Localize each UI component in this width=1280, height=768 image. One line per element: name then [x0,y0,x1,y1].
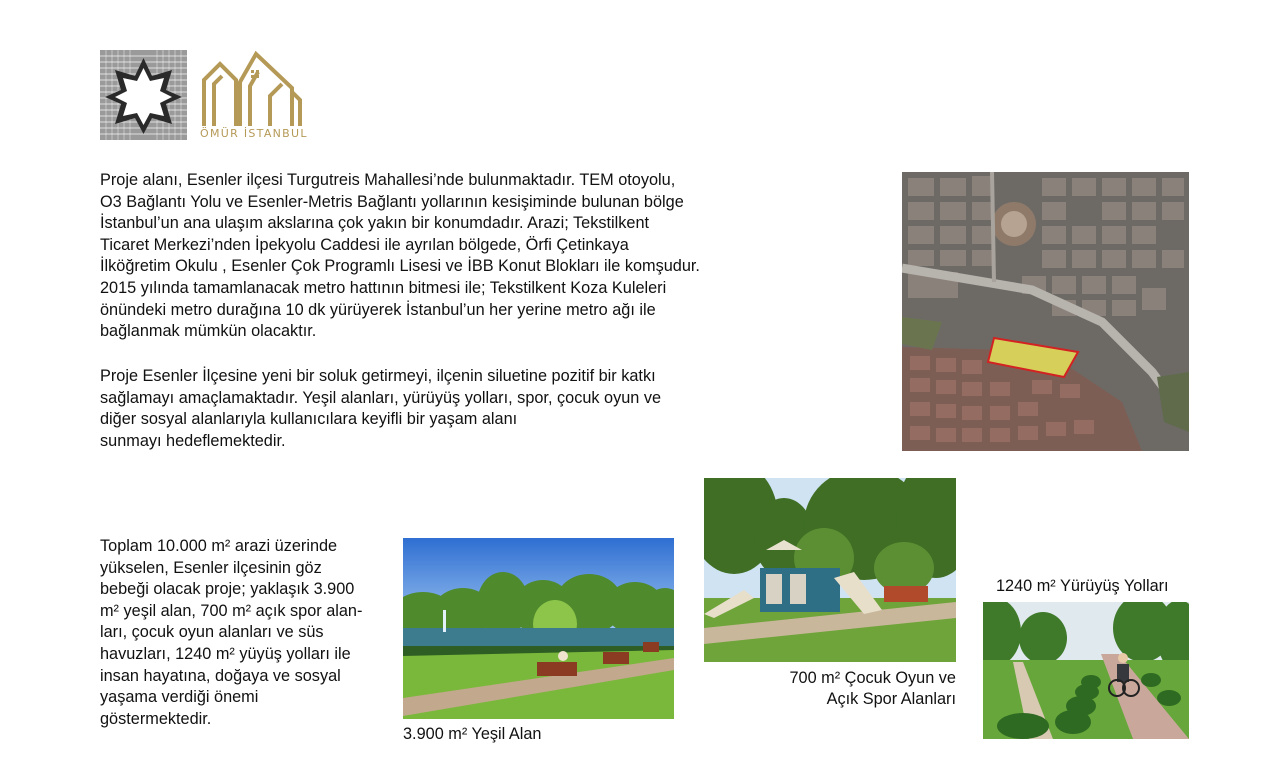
green-area-caption: 3.900 m² Yeşil Alan [403,725,542,743]
walkway-photo [983,602,1189,739]
green-area-photo [403,538,674,719]
intro-paragraph-1: Proje alanı, Esenler ilçesi Turgutreis Mahallesi’nde bulunmaktadır. TEM otoyolu, O3 Bağlantı Yolu ve Esenler-Metris Bağlantı yollarının kesişiminde bulunan bölge İstanbul’un ana ulaşım akslarına çok yakın bir konumdadır. Arazi; Tekstilkent Ticaret Merkezi’nden İpekyolu Caddesi ile ayrılan bölgede, Örfi Çetinkaya İlköğretim Okulu , Esenler Çok Programlı Lisesi ve İBB Konut Blokları ile komşudur. 2015 yılında tamamlanacak metro hattının bitmesi ile; Tekstilkent Koza Kuleleri önündeki metro durağına 10 dk yürüyerek İstanbul’un her yerine metro ağı ile bağlanmak mümkün olacaktır. [100,171,700,341]
aerial-site-map [902,172,1189,451]
summary-paragraph: Toplam 10.000 m² arazi üzerinde yükselen, Esenler ilçesinin göz bebeği olacak proje; yaklaşık 3.900 m² yeşil alan, 700 m² açık spor alan- ları, çocuk oyun alanları ve süs havuzları, 1240 m² yüyüş yolları ile insan hayatına, doğaya ve sosyal yaşama verdiği önemi göstermektedir. [100,537,363,728]
playground-caption: 700 m² Çocuk Oyun ve Açık Spor Alanları [789,669,956,708]
playground-photo [704,478,956,662]
company-name: ÖMÜR İSTANBUL [200,127,308,140]
intro-paragraph-2: Proje Esenler İlçesine yeni bir soluk getirmeyi, ilçenin siluetine pozitif bir katkı sağlamayı amaçlamaktadır. Yeşil alanları, yürüyüş yolları, spor, çocuk oyun ve diğer sosyal alanlarıyla kullanıcılara keyifli bir yaşam alanı sunmayı hedeflemektedir. [100,367,662,450]
star-pattern-logo [100,50,187,140]
walkway-caption: 1240 m² Yürüyüş Yolları [996,577,1169,595]
